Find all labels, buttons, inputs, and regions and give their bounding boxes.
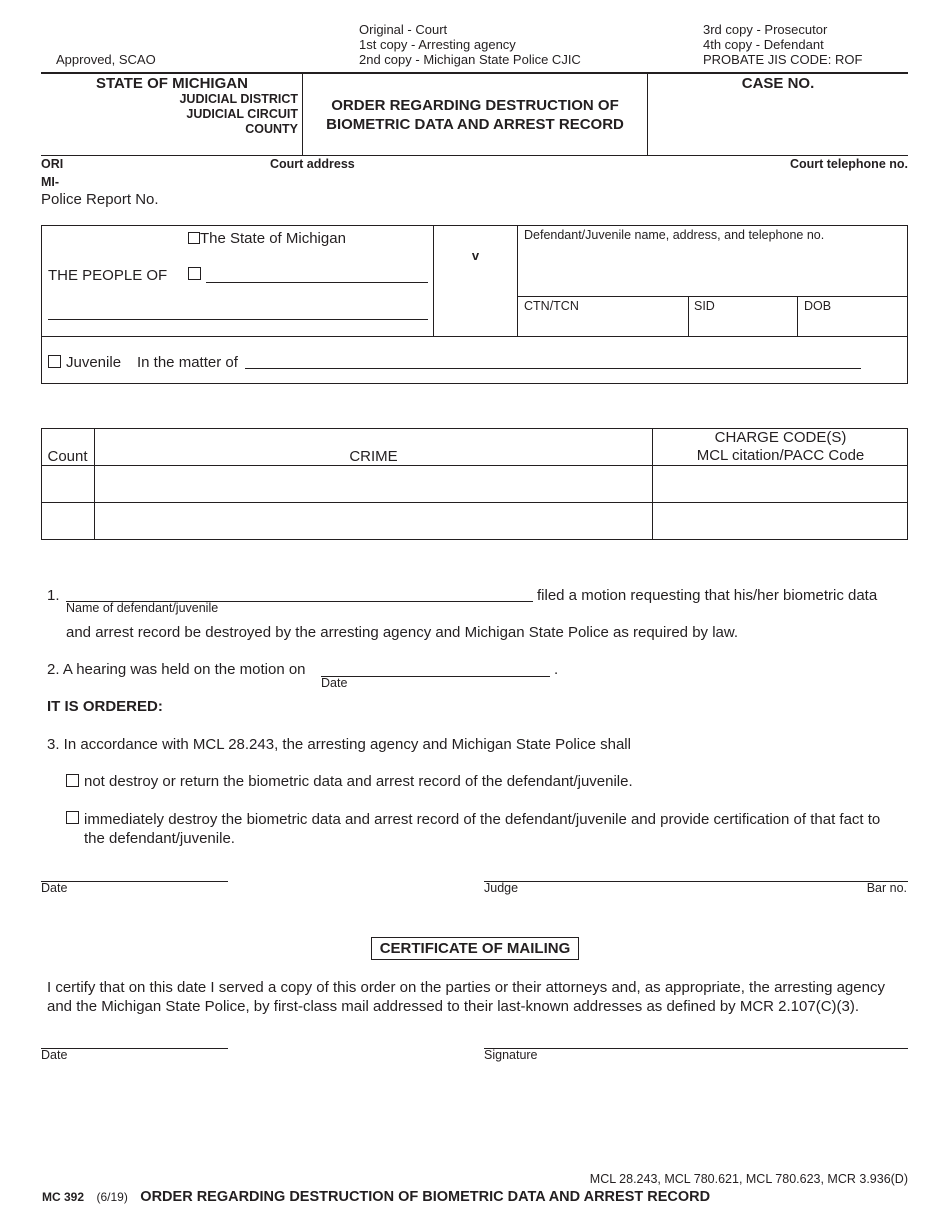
it-is-ordered-heading: IT IS ORDERED:	[47, 698, 163, 715]
header-bottom-rule	[41, 155, 908, 156]
signature-caption: Signature	[484, 1048, 538, 1062]
people-of-label: THE PEOPLE OF	[48, 267, 168, 284]
judicial-circuit-label: JUDICIAL CIRCUIT	[186, 107, 298, 121]
ctn-label: CTN/TCN	[524, 299, 579, 313]
ctn-sid-divider	[688, 296, 689, 336]
defendant-name-caption: Name of defendant/juvenile	[66, 601, 219, 615]
form-revision: (6/19)	[96, 1190, 128, 1204]
mailing-signature-field[interactable]	[484, 1048, 908, 1049]
item-1-text: filed a motion requesting that his/her biometric data	[537, 587, 878, 604]
count-cell-2[interactable]	[42, 503, 94, 539]
bar-no-caption: Bar no.	[866, 881, 907, 895]
ori-label: ORI	[41, 157, 64, 171]
mailing-date-field[interactable]	[41, 1048, 228, 1049]
charge-code-cell-1[interactable]	[653, 466, 907, 502]
case-no-label: CASE NO.	[741, 75, 815, 92]
people-of-checkbox[interactable]	[188, 267, 201, 280]
court-telephone-label: Court telephone no.	[789, 157, 908, 171]
item-3-text: 3. In accordance with MCL 28.243, the arresting agency and Michigan State Police shall	[47, 736, 631, 753]
certificate-text: I certify that on this date I served a copy of this order on the parties or their attorneys and, as appropriate, the arresting agency and the Michigan State Police, by first-class mail addressed to their last-known addresses as defined by MCR 2.107(C)(3).	[47, 979, 885, 1015]
state-heading: STATE OF MICHIGAN	[96, 75, 248, 92]
not-destroy-label: not destroy or return the biometric data and arrest record of the defendant/juvenile.	[84, 773, 633, 790]
sid-label: SID	[694, 299, 715, 313]
approved-label: Approved, SCAO	[56, 52, 156, 67]
judicial-district-label: JUDICIAL DISTRICT	[179, 92, 298, 106]
mailing-date-caption: Date	[41, 1048, 68, 1062]
defendant-row-divider	[517, 296, 908, 297]
court-address-label: Court address	[270, 157, 355, 171]
count-header: Count	[47, 448, 88, 465]
judge-caption: Judge	[484, 881, 519, 895]
form-title: ORDER REGARDING DESTRUCTION OF BIOMETRIC DATA AND ARREST RECORD	[326, 97, 624, 133]
form-number: MC 392	[42, 1190, 85, 1204]
court-jurisdiction	[140, 92, 298, 137]
dob-label: DOB	[804, 299, 832, 313]
defendant-label: Defendant/Juvenile name, address, and telephone no.	[524, 228, 825, 242]
order-date-field[interactable]	[41, 881, 228, 882]
copy-distribution-right: 3rd copy - Prosecutor 4th copy - Defendant PROBATE JIS CODE: ROF	[703, 22, 863, 67]
people-of-field[interactable]	[206, 282, 428, 283]
item-1-continuation: and arrest record be destroyed by the arresting agency and Michigan State Police as required by law.	[66, 624, 739, 641]
header-top-rule	[41, 72, 908, 74]
hearing-date-field[interactable]	[321, 676, 550, 677]
state-option	[188, 230, 346, 247]
copy-distribution-left: Original - Court 1st copy - Arresting agency 2nd copy - Michigan State Police CJIC	[359, 22, 581, 67]
order-date-caption: Date	[41, 881, 68, 895]
crime-cell-1[interactable]	[95, 466, 652, 502]
state-of-michigan-label: The State of Michigan	[200, 230, 346, 247]
charge-code-cell-2[interactable]	[653, 503, 907, 539]
parties-divider-1	[433, 225, 434, 336]
item-1-number: 1.	[47, 587, 60, 604]
count-cell-1[interactable]	[42, 466, 94, 502]
crime-header: CRIME	[349, 448, 398, 465]
parties-row-divider	[41, 336, 908, 337]
certificate-title: CERTIFICATE OF MAILING	[371, 937, 579, 960]
matter-of-label: In the matter of	[137, 354, 238, 371]
footer-form-id	[42, 1188, 710, 1206]
juvenile-checkbox[interactable]	[48, 355, 61, 368]
mi-prefix: MI-	[41, 175, 60, 189]
crime-cell-2[interactable]	[95, 503, 652, 539]
sid-dob-divider	[797, 296, 798, 336]
item-2-period: .	[554, 661, 559, 678]
state-of-michigan-checkbox[interactable]	[188, 232, 200, 244]
police-report-label: Police Report No.	[41, 191, 159, 208]
item-2-text: 2. A hearing was held on the motion on	[47, 661, 306, 678]
plaintiff-extra-field[interactable]	[48, 319, 428, 320]
destroy-checkbox[interactable]	[66, 811, 79, 824]
county-label: COUNTY	[245, 122, 298, 136]
footer-citations: MCL 28.243, MCL 780.621, MCL 780.623, MCR 3.936(D)	[589, 1172, 908, 1186]
matter-of-field[interactable]	[245, 368, 861, 369]
juvenile-label: Juvenile	[66, 354, 122, 371]
hearing-date-caption: Date	[321, 676, 348, 690]
charge-code-header: CHARGE CODE(S) MCL citation/PACC Code	[696, 429, 865, 464]
case-no-field[interactable]	[648, 95, 908, 153]
versus-label: v	[471, 248, 480, 263]
not-destroy-checkbox[interactable]	[66, 774, 79, 787]
parties-divider-2	[517, 225, 518, 336]
destroy-label: immediately destroy the biometric data and arrest record of the defendant/juvenile and provide certification of that fact to the defendant/juvenile.	[84, 811, 881, 847]
footer-title: ORDER REGARDING DESTRUCTION OF BIOMETRIC DATA AND ARREST RECORD	[140, 1189, 711, 1205]
